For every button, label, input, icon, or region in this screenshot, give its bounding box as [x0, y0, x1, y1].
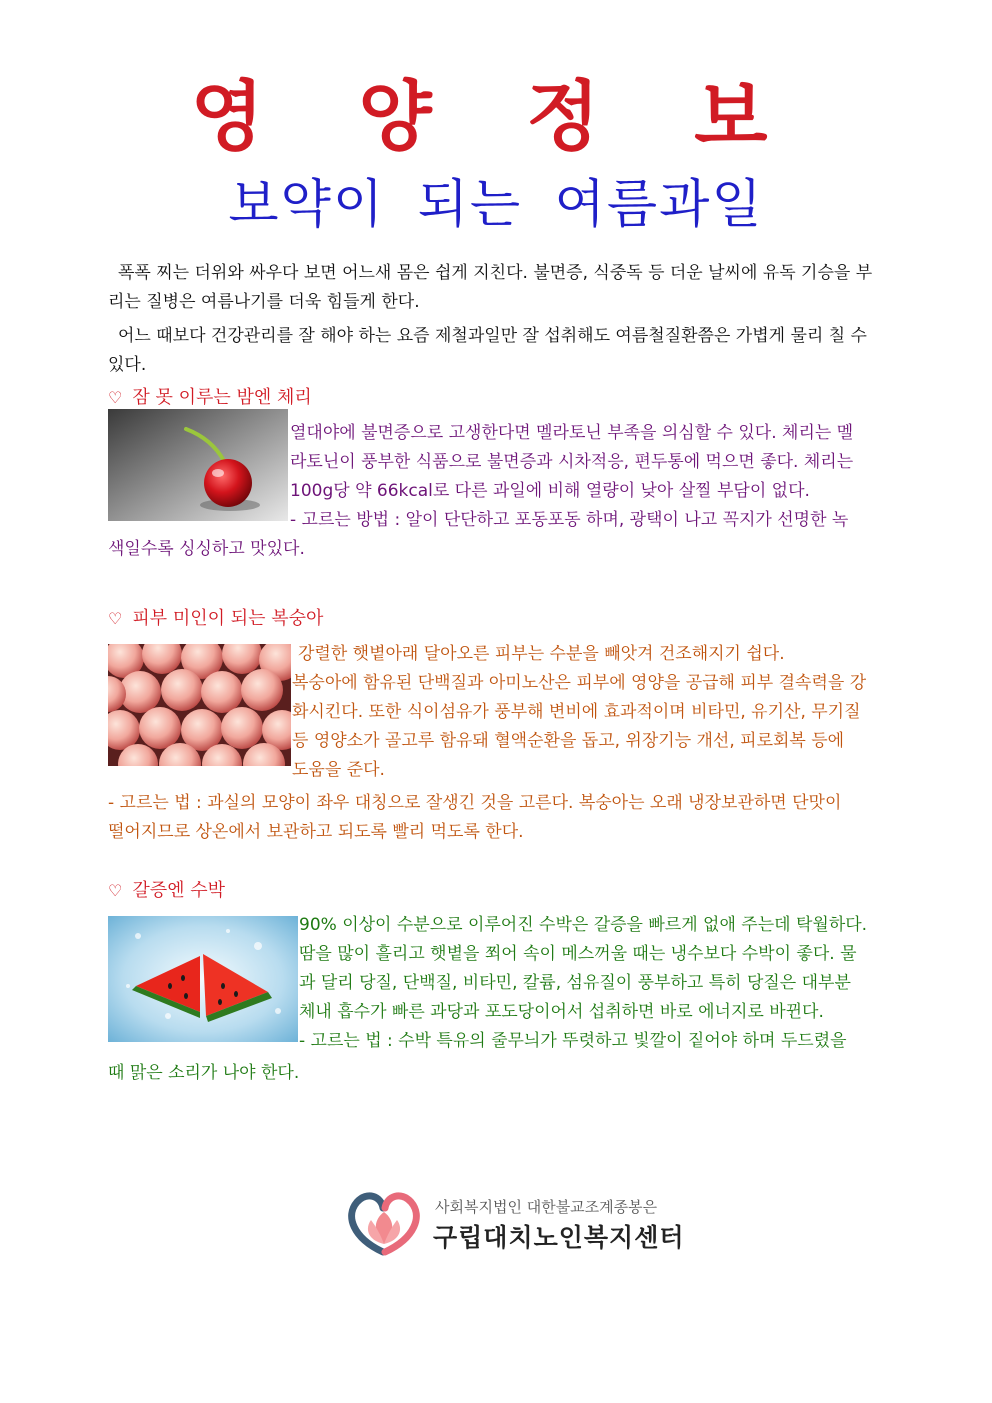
heart-icon: ♡: [108, 881, 123, 900]
organization-subtitle: 사회복지법인 대한불교조계종봉은: [435, 1198, 658, 1216]
peach-line-1: 강렬한 햇볕아래 달아오른 피부는 수분을 빼앗겨 건조해지기 쉽다.: [298, 644, 785, 664]
watermelon-image: [108, 916, 298, 1042]
peach-line-2: 복숭아에 함유된 단백질과 아미노산은 피부에 영양을 공급해 피부 결속력을 강: [292, 673, 867, 693]
watermelon-line-1: 90% 이상이 수분으로 이루어진 수박은 갈증을 빠르게 없애 주는데 탁월하다.: [299, 915, 868, 935]
cherry-line-5: 색일수록 싱싱하고 맛있다.: [108, 539, 305, 559]
cherry-line-3: 100g당 약 66kcal로 다른 과일에 비해 열량이 낮아 살찔 부담이 없다.: [290, 481, 810, 501]
cherry-heading-text: 잠 못 이루는 밤엔 체리: [132, 387, 312, 408]
watermelon-line-4: 체내 흡수가 빠른 과당과 포도당이어서 섭취하면 바로 에너지로 바뀐다.: [299, 1002, 824, 1022]
page-subtitle: 보약이 되는 여름과일: [228, 175, 764, 235]
peach-line-6: - 고르는 법 : 과실의 모양이 좌우 대칭으로 잘생긴 것을 고른다. 복숭아는 오래 냉장보관하면 단맛이: [108, 793, 842, 813]
lotus-heart-icon: [343, 1186, 427, 1256]
heart-icon: ♡: [108, 609, 123, 628]
section-heading-cherry: [108, 385, 312, 411]
watermelon-line-5: - 고르는 법 : 수박 특유의 줄무늬가 뚜렷하고 빛깔이 짙어야 하며 두드렸을: [299, 1031, 847, 1051]
cherry-line-1: 열대야에 불면증으로 고생한다면 멜라토닌 부족을 의심할 수 있다. 체리는 멜: [290, 423, 854, 443]
peach-tip: [108, 789, 888, 847]
peach-image: [108, 644, 291, 766]
watermelon-line-6: 때 맑은 소리가 나야 한다.: [108, 1063, 300, 1083]
cherry-line-2: 라토닌이 풍부한 식품으로 불면증과 시차적응, 편두통에 먹으면 좋다. 체리는: [290, 452, 854, 472]
watermelon-text: [299, 911, 889, 1056]
intro-paragraph-2: 어느 때보다 건강관리를 잘 해야 하는 요즘 제철과일만 잘 섭취해도 여름철질환쯤은 가볍게 물리 칠 수 있다.: [108, 326, 867, 375]
organization-logo: [343, 1186, 685, 1256]
watermelon-line-3: 과 달리 당질, 단백질, 비타민, 칼륨, 섬유질이 풍부하고 특히 당질은 대부분: [299, 973, 851, 993]
watermelon-line-2: 땀을 많이 흘리고 햇볕을 쬐어 속이 메스꺼울 때는 냉수보다 수박이 좋다. 물: [299, 944, 857, 964]
page-title: 영 양 정 보: [190, 72, 802, 161]
peach-text: [292, 640, 892, 785]
cherry-image: [108, 409, 288, 521]
heart-icon: ♡: [108, 388, 123, 407]
section-heading-watermelon: [108, 878, 225, 904]
peach-line-5: 도움을 준다.: [292, 760, 385, 780]
watermelon-heading-text: 갈증엔 수박: [132, 880, 226, 901]
peach-line-4: 등 영양소가 골고루 함유돼 혈액순환을 돕고, 위장기능 개선, 피로회복 등에: [292, 731, 845, 751]
peach-line-3: 화시킨다. 또한 식이섬유가 풍부해 변비에 효과적이며 비타민, 유기산, 무기질: [292, 702, 861, 722]
peach-line-7: 떨어지므로 상온에서 보관하고 되도록 빨리 먹도록 한다.: [108, 822, 524, 842]
section-heading-peach: [108, 606, 323, 632]
cherry-line-4: - 고르는 방법 : 알이 단단하고 포동포동 하며, 광택이 나고 꼭지가 선명한 녹: [290, 510, 849, 530]
organization-name: 구립대치노인복지센터: [433, 1223, 685, 1252]
intro-paragraph-1: 폭폭 찌는 더위와 싸우다 보면 어느새 몸은 쉽게 지친다. 불면증, 식중독 등 더운 날씨에 유독 기승을 부리는 질병은 여름나기를 더욱 힘들게 한다.: [108, 263, 873, 312]
cherry-text: [290, 419, 890, 535]
peach-heading-text: 피부 미인이 되는 복숭아: [132, 608, 324, 629]
